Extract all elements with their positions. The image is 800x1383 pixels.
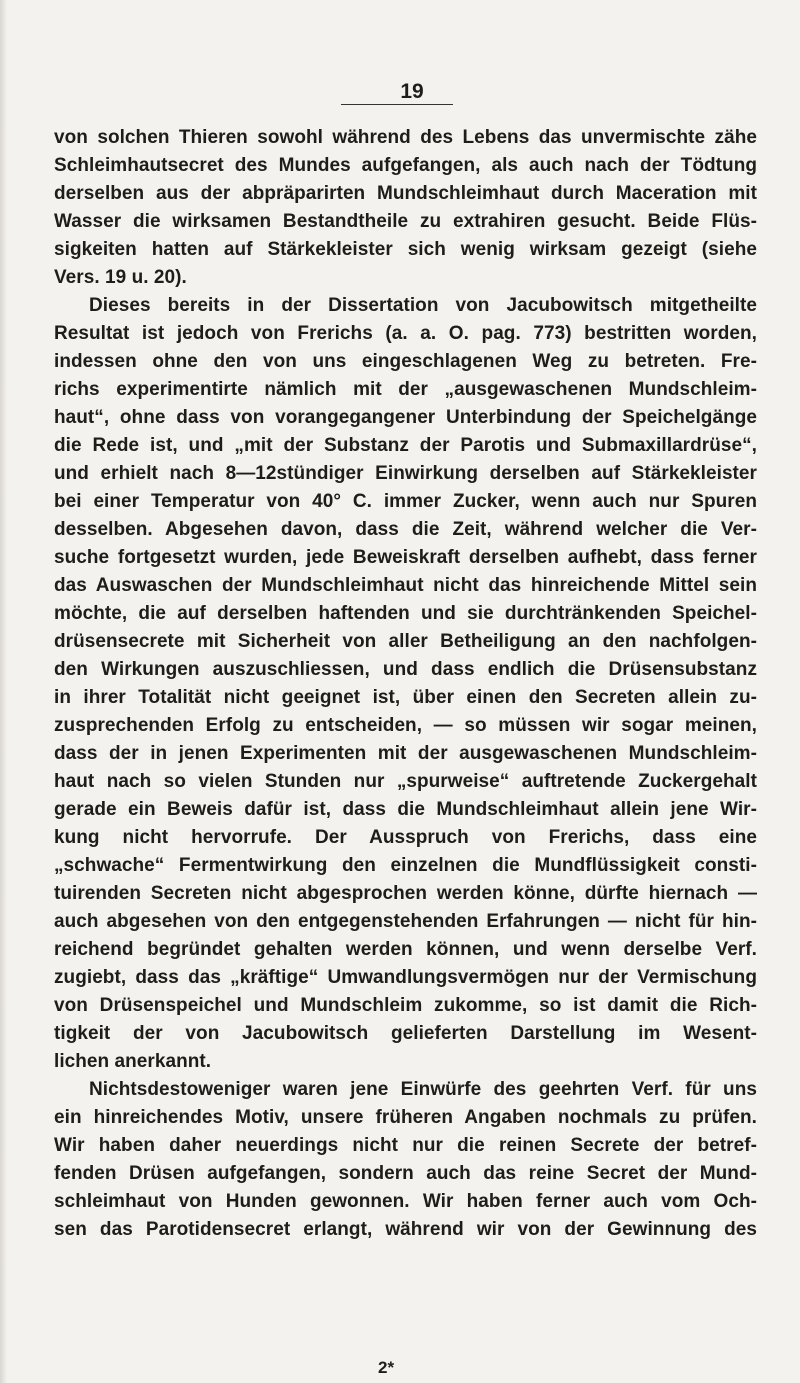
text-line: indessen ohne den von uns eingeschlagenen Weg zu betreten. Fre-	[54, 351, 757, 372]
text-line: richs experimentirte nämlich mit der „ausgewaschenen Mundschleim-	[54, 379, 757, 400]
text-line: Dieses bereits in der Dissertation von Jacubowitsch mitgetheilte	[89, 295, 757, 316]
text-line: schleimhaut von Hunden gewonnen. Wir haben ferner auch vom Och-	[54, 1191, 757, 1212]
text-line: bei einer Temperatur von 40° C. immer Zucker, wenn auch nur Spuren	[54, 491, 757, 512]
text-line: zusprechenden Erfolg zu entscheiden, — so müssen wir sogar meinen,	[54, 715, 757, 736]
text-line: von solchen Thieren sowohl während des Lebens das unvermischte zähe	[54, 127, 757, 148]
text-line: gerade ein Beweis dafür ist, dass die Mundschleimhaut allein jene Wir-	[54, 799, 757, 820]
text-line: reichend begründet gehalten werden können, und wenn derselbe Verf.	[54, 939, 757, 960]
text-line: ein hinreichendes Motiv, unsere früheren Angaben nochmals zu prüfen.	[54, 1107, 757, 1128]
text-line: tuirenden Secreten nicht abgesprochen werden könne, dürfte hiernach —	[54, 883, 757, 904]
text-line: möchte, die auf derselben haftenden und sie durchtränkenden Speichel-	[54, 603, 757, 624]
text-line: desselben. Abgesehen davon, dass die Zeit, während welcher die Ver-	[54, 519, 757, 540]
text-line: dass der in jenen Experimenten mit der ausgewaschenen Mundschleim-	[54, 743, 757, 764]
text-line: haut nach so vielen Stunden nur „spurweise“ auftretende Zuckergehalt	[54, 771, 757, 792]
signature-mark: 2*	[378, 1358, 395, 1377]
text-line: sigkeiten hatten auf Stärkekleister sich wenig wirksam gezeigt (siehe	[54, 239, 757, 260]
text-line: derselben aus der abpräparirten Mundschleimhaut durch Maceration mit	[54, 183, 757, 204]
text-line: und erhielt nach 8—12stündiger Einwirkung derselben auf Stärkekleister	[54, 463, 757, 484]
page-number: 19	[400, 80, 424, 103]
text-line: Resultat ist jedoch von Frerichs (a. a. O. pag. 773) bestritten worden,	[54, 323, 757, 344]
text-line: Wasser die wirksamen Bestandtheile zu extrahiren gesucht. Beide Flüs-	[54, 211, 757, 232]
text-line: suche fortgesetzt wurden, jede Beweiskraft derselben aufhebt, dass ferner	[54, 547, 757, 568]
text-line: „schwache“ Fermentwirkung den einzelnen die Mundflüssigkeit consti-	[54, 855, 757, 876]
text-line: fenden Drüsen aufgefangen, sondern auch das reine Secret der Mund-	[54, 1163, 757, 1184]
text-line: drüsensecrete mit Sicherheit von aller Betheiligung an den nachfolgen-	[54, 631, 757, 652]
text-line: das Auswaschen der Mundschleimhaut nicht das hinreichende Mittel sein	[54, 575, 757, 596]
text-line: die Rede ist, und „mit der Substanz der Parotis und Submaxillardrüse“,	[54, 435, 757, 456]
text-line: sen das Parotidensecret erlangt, während wir von der Gewinnung des	[54, 1219, 757, 1240]
text-line: Schleimhautsecret des Mundes aufgefangen, als auch nach der Tödtung	[54, 155, 757, 176]
header-rule	[341, 104, 453, 105]
text-line: Wir haben daher neuerdings nicht nur die reinen Secrete der betref-	[54, 1135, 757, 1156]
text-line: in ihrer Totalität nicht geeignet ist, über einen den Secreten allein zu-	[54, 687, 757, 708]
text-line: lichen anerkannt.	[54, 1051, 212, 1072]
text-line: auch abgesehen von den entgegenstehenden Erfahrungen — nicht für hin-	[54, 911, 757, 932]
text-line: von Drüsenspeichel und Mundschleim zukomme, so ist damit die Rich-	[54, 995, 757, 1016]
text-line: Vers. 19 u. 20).	[54, 267, 187, 288]
text-line: tigkeit der von Jacubowitsch gelieferten Darstellung im Wesent-	[54, 1023, 757, 1044]
page-edge-shadow	[0, 0, 7, 1383]
text-line: Nichtsdestoweniger waren jene Einwürfe des geehrten Verf. für uns	[89, 1079, 757, 1100]
text-line: kung nicht hervorrufe. Der Ausspruch von Frerichs, dass eine	[54, 827, 757, 848]
text-line: den Wirkungen auszuschliessen, und dass endlich die Drüsensubstanz	[54, 659, 757, 680]
body-text	[54, 124, 757, 1244]
text-line: haut“, ohne dass von vorangegangener Unterbindung der Speichelgänge	[54, 407, 757, 428]
text-line: zugiebt, dass das „kräftige“ Umwandlungsvermögen nur der Vermischung	[54, 967, 757, 988]
